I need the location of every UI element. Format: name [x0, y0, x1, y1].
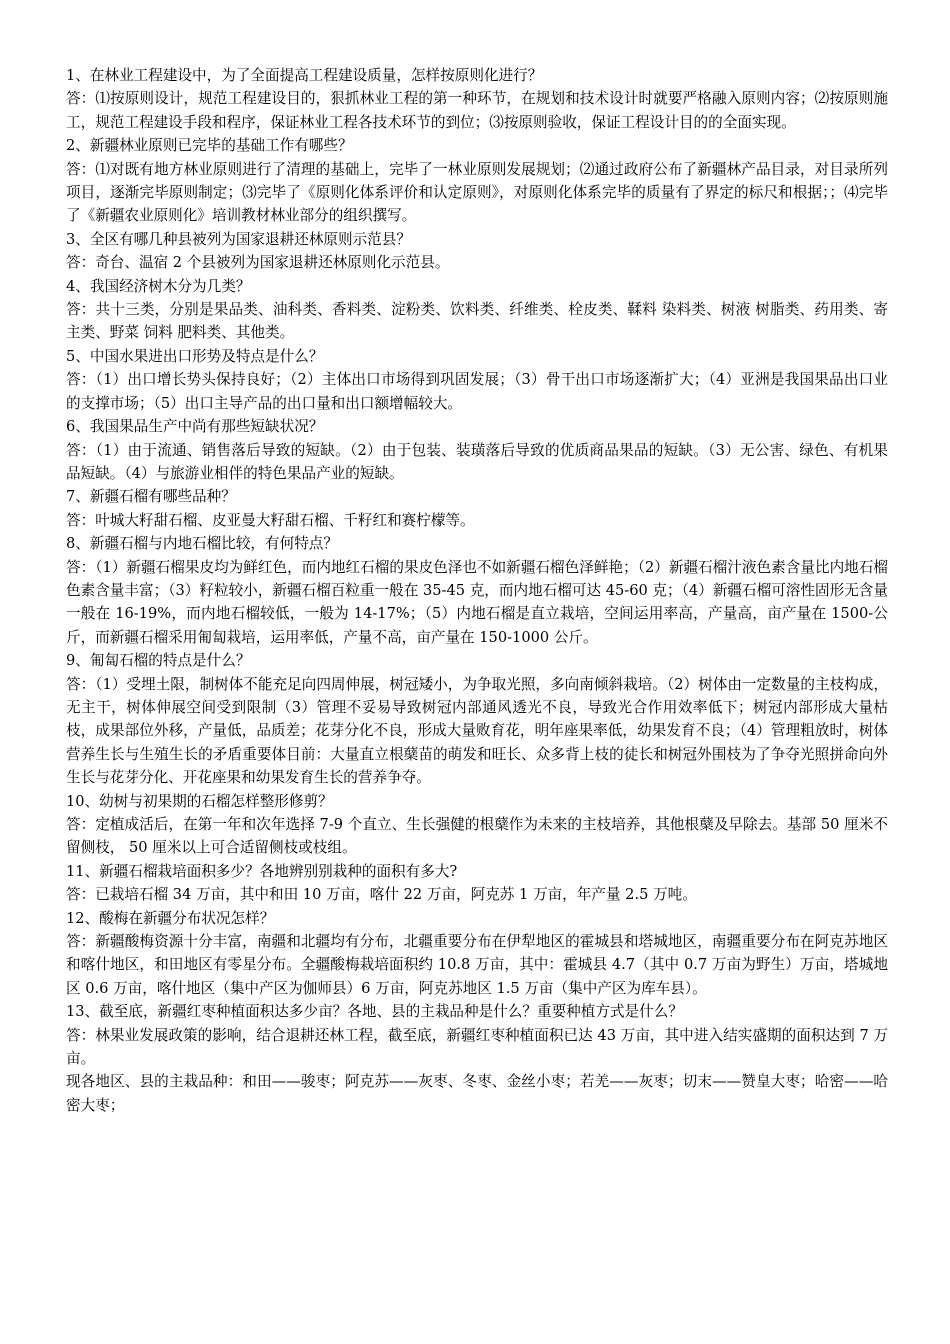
- question-10: 10、幼树与初果期的石榴怎样整形修剪？: [66, 792, 333, 810]
- question-6: 6、我国果品生产中尚有那些短缺状况？: [66, 418, 324, 436]
- qa-item-3: [66, 228, 888, 275]
- answer-9: 答：（1）受埋土限，制树体不能充足向四周伸展，树冠矮小，为争取光照，多向南倾斜栽培。（2）树体由一定数量的主枝构成，无主干，树体伸展空间受到限制（3）管理不妥易导致树冠内部通风透光不良，导致光合作用效率低下；树冠内部形成大量枯枝，成果部位外移，产量低，品质差；花芽分化不良，形成大量败育花，明年座果率低，幼果发育不良；（4）管理粗放时，树体营养生长与生殖生长的矛盾重要体目前：大量直立根蘖苗的萌发和旺长、众多背上枝的徒长和树冠外围枝为了争夺光照拼命向外生长与花芽分化、开花座果和幼果发育生长的营养争夺。: [66, 675, 888, 787]
- question-2: 2、新疆林业原则已完毕的基础工作有哪些？: [66, 137, 353, 155]
- answer-7: 答：叶城大籽甜石榴、皮亚曼大籽甜石榴、千籽红和赛柠檬等。: [66, 511, 475, 529]
- qa-item-9: [66, 649, 888, 789]
- answer-2: 答：⑴对既有地方林业原则进行了清理的基础上，完毕了一林业原则发展规划；⑵通过政府公布了新疆林产品目录，对目录所列项目，逐渐完毕原则制定；⑶完毕了《原则化体系评价和认定原则》，对原则化体系完毕的质量有了界定的标尺和根据；；⑷完毕了《新疆农业原则化》培训教材林业部分的组织撰写。: [66, 160, 888, 225]
- answer-1: 答：⑴按原则设计，规范工程建设目的，狠抓林业工程的第一种环节，在规划和技术设计时就要严格融入原则内容；⑵按原则施工，规范工程建设手段和程序，保证林业工程各技术环节的到位；⑶按原则验收，保证工程设计目的的全面实现。: [66, 90, 888, 131]
- question-5: 5、中国水果进出口形势及特点是什么？: [66, 347, 324, 365]
- answer-10: 答：定植成活后，在第一年和次年选择 7-9 个直立、生长强健的根蘖作为未来的主枝培养，其他根蘖及早除去。基部 50 厘米不留侧枝， 50 厘米以上可合适留侧枝或枝组。: [66, 816, 888, 857]
- qa-item-12: [66, 907, 888, 1001]
- question-7: 7、新疆石榴有哪些品种？: [66, 488, 236, 506]
- answer-13-cont: 现各地区、县的主栽品种：和田——骏枣；阿克苏——灰枣、冬枣、金丝小枣；若羌——灰枣；切末——赞皇大枣；哈密——哈密大枣；: [66, 1073, 888, 1114]
- question-1: 1、在林业工程建设中，为了全面提高工程建设质量，怎样按原则化进行？: [66, 67, 543, 84]
- qa-item-13: [66, 1000, 888, 1117]
- qa-item-1: [66, 64, 888, 134]
- answer-13: 答：林果业发展政策的影响，结合退耕还林工程，截至底，新疆红枣种植面积已达 43 万亩，其中进入结实盛期的面积达到 7 万亩。: [66, 1026, 888, 1068]
- qa-item-2: [66, 134, 888, 228]
- question-9: 9、匍匐石榴的特点是什么？: [66, 652, 251, 670]
- question-12: 12、酸梅在新疆分布状况怎样？: [66, 909, 275, 927]
- question-13: 13、截至底，新疆红枣种植面积达多少亩？各地、县的主栽品种是什么？重要种植方式是什么？: [66, 1003, 683, 1021]
- answer-3: 答：奇台、温宿 2 个县被列为国家退耕还林原则化示范县。: [66, 254, 450, 272]
- qa-item-5: [66, 345, 888, 415]
- qa-item-8: [66, 532, 888, 649]
- answer-4: 答：共十三类，分别是果品类、油科类、香料类、淀粉类、饮料类、纤维类、栓皮类、鞣料 染料类、树液 树脂类、药用类、寄主类、野菜 饲料 肥料类、其他类。: [66, 301, 888, 342]
- question-8: 8、新疆石榴与内地石榴比较，有何特点？: [66, 535, 338, 553]
- question-4: 4、我国经济树木分为几类？: [66, 277, 251, 295]
- answer-5: 答：（1）出口增长势头保持良好；（2）主体出口市场得到巩固发展；（3）骨干出口市场逐渐扩大；（4）亚洲是我国果品出口业的支撑市场；（5）出口主导产品的出口量和出口额增幅较大。: [66, 371, 888, 412]
- qa-item-4: [66, 275, 888, 345]
- document-page: [66, 64, 888, 1117]
- answer-8: 答：（1）新疆石榴果皮均为鲜红色，而内地红石榴的果皮色泽也不如新疆石榴色泽鲜艳；（2）新疆石榴汁液色素含量比内地石榴色素含量丰富；（3）籽粒较小，新疆石榴百粒重一般在 35-45 克，而内地石榴可达 45-60 克；（4）新疆石榴可溶性固形无含量一般在 16-19%，而内地石榴较低，一般为 14-17%；（5）内地石榴是直立栽培，空间运用率高，产量高，亩产量在 1500-公斤，而新疆石榴采用匍匐栽培，运用率低，产量不高，亩产量在 150-1000 公斤。: [66, 558, 888, 646]
- question-11: 11、新疆石榴栽培面积多少？各地辨别别栽种的面积有多大?: [66, 862, 458, 880]
- question-3: 3、全区有哪几种县被列为国家退耕还林原则示范县？: [66, 230, 411, 248]
- answer-12: 答：新疆酸梅资源十分丰富，南疆和北疆均有分布，北疆重要分布在伊犁地区的霍城县和塔城地区，南疆重要分布在阿克苏地区和喀什地区，和田地区有零星分布。全疆酸梅栽培面积约 10.8 万亩，其中：霍城县 4.7（其中 0.7 万亩为野生）万亩，塔城地区 0.6 万亩，喀什地区（集中产区为伽师县）6 万亩，阿克苏地区 1.5 万亩（集中产区为库车县）。: [66, 933, 888, 997]
- answer-11: 答：已栽培石榴 34 万亩，其中和田 10 万亩，喀什 22 万亩，阿克苏 1 万亩，年产量 2.5 万吨。: [66, 886, 697, 904]
- answer-6: 答：（1）由于流通、销售落后导致的短缺。（2）由于包装、装璜落后导致的优质商品果品的短缺。（3）无公害、绿色、有机果品短缺。（4）与旅游业相伴的特色果品产业的短缺。: [66, 441, 888, 482]
- qa-item-11: [66, 860, 888, 907]
- qa-item-7: [66, 485, 888, 532]
- qa-item-6: [66, 415, 888, 485]
- qa-item-10: [66, 790, 888, 860]
